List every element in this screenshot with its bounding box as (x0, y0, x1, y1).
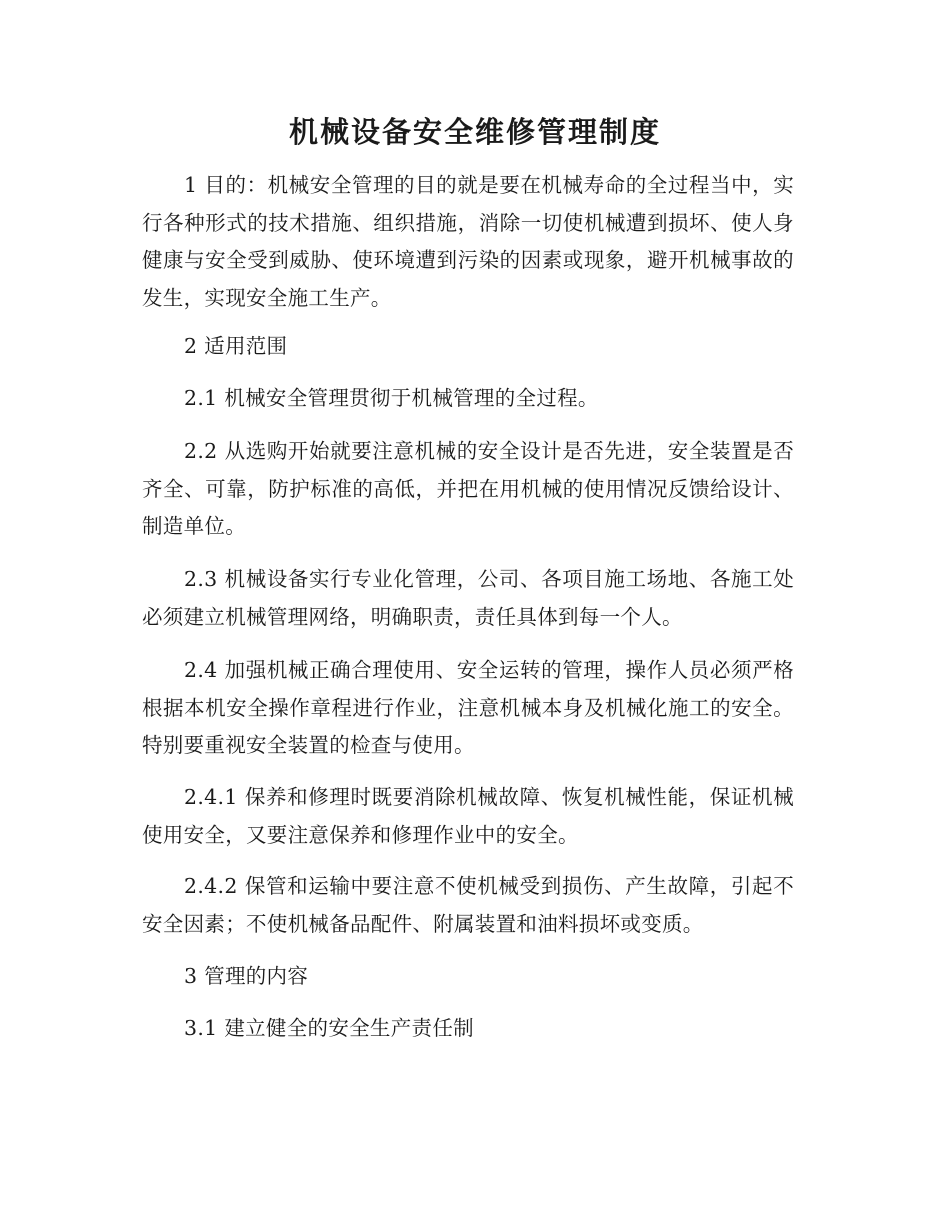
paragraph-2-4-2: 2.4.2 保管和运输中要注意不使机械受到损伤、产生故障，引起不安全因素；不使机械备品配件、附属装置和油料损坏或变质。 (142, 874, 794, 936)
paragraph-purpose: 1 目的：机械安全管理的目的就是要在机械寿命的全过程当中，实行各种形式的技术措施、组织措施，消除一切使机械遭到损坏、使人身健康与安全受到威胁、使环境遭到污染的因素或现象，避开机械事故的发生，实现安全施工生产。 (142, 173, 794, 310)
paragraph-2-1: 2.1 机械安全管理贯彻于机械管理的全过程。 (184, 386, 599, 410)
paragraph-2-3: 2.3 机械设备实行专业化管理，公司、各项目施工场地、各施工处必须建立机械管理网络，明确职责，责任具体到每一个人。 (142, 567, 794, 629)
heading-scope: 2 适用范围 (184, 334, 288, 358)
heading-content: 3 管理的内容 (184, 964, 309, 988)
document-title: 机械设备安全维修管理制度 (288, 115, 661, 149)
paragraph-2-4-1: 2.4.1 保养和修理时既要消除机械故障、恢复机械性能，保证机械使用安全，又要注意保养和修理作业中的安全。 (142, 785, 794, 847)
paragraph-2-2: 2.2 从选购开始就要注意机械的安全设计是否先进，安全装置是否齐全、可靠，防护标准的高低，并把在用机械的使用情况反馈给设计、制造单位。 (142, 439, 794, 538)
paragraph-3-1: 3.1 建立健全的安全生产责任制 (184, 1016, 474, 1040)
paragraph-2-4: 2.4 加强机械正确合理使用、安全运转的管理，操作人员必须严格根据本机安全操作章程进行作业，注意机械本身及机械化施工的安全。特别要重视安全装置的检查与使用。 (142, 658, 794, 757)
